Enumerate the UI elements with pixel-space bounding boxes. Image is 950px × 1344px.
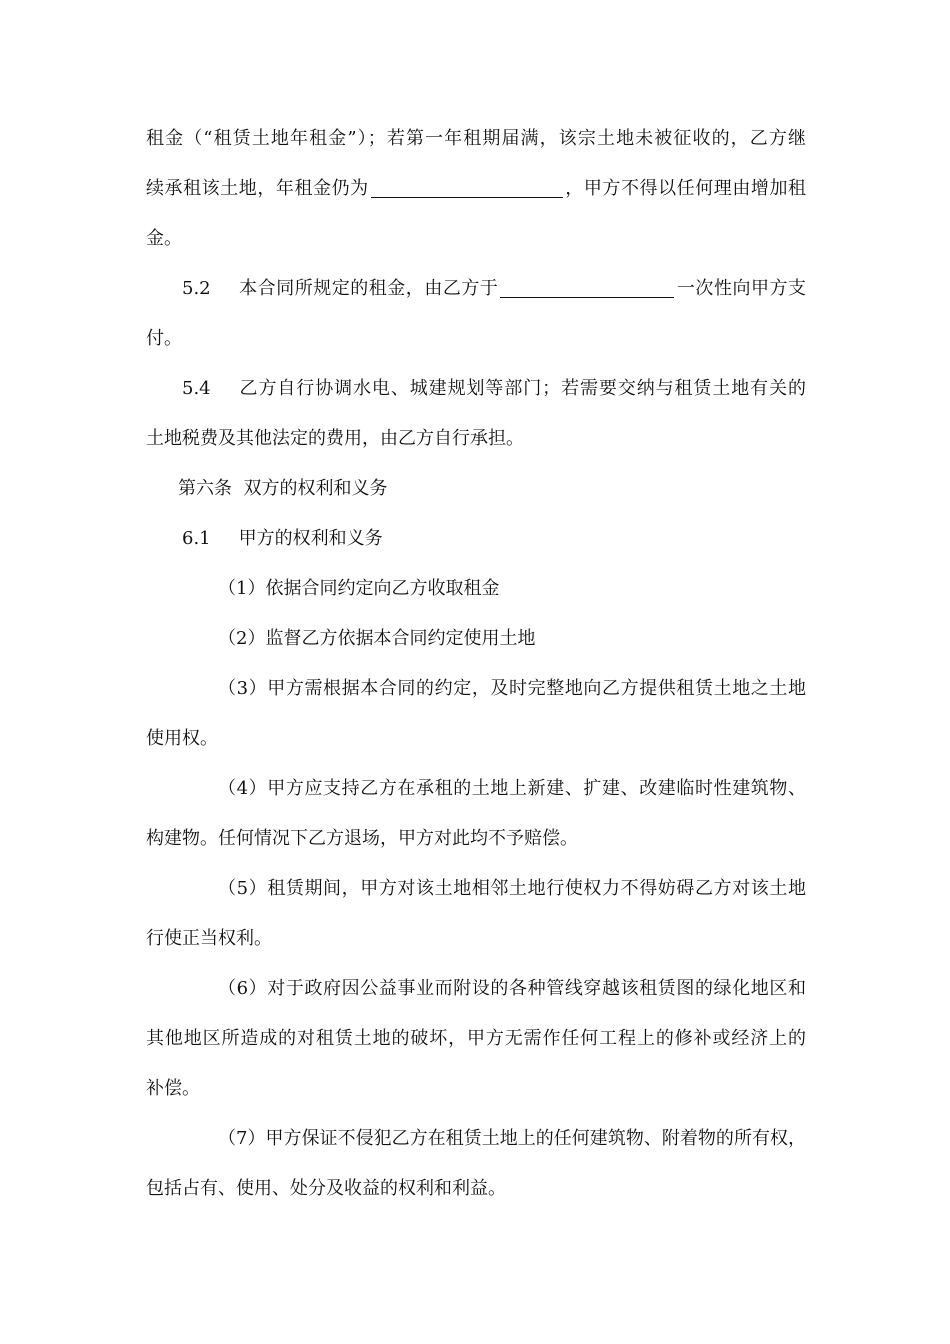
line-text: （1）依据合同约定向乙方收取租金 [218, 578, 500, 599]
paragraph-line [146, 1177, 806, 1201]
list-item [218, 977, 806, 1001]
line-text: 补偿。 [146, 1078, 200, 1099]
clause-5-2 [182, 277, 806, 301]
line-text: 其他地区所造成的对租赁土地的破坏，甲方无需作任何工程上的修补或经济上的 [146, 1028, 806, 1049]
line-text: 本合同所规定的租金，由乙方于 [238, 278, 499, 299]
list-item [218, 777, 806, 801]
paragraph-line [146, 427, 806, 451]
article-heading [178, 477, 802, 501]
paragraph-line [146, 727, 806, 751]
line-text: 甲方的权利和义务 [238, 528, 383, 549]
heading-text: 第六条 双方的权利和义务 [178, 478, 388, 499]
line-text: （3）甲方需根据本合同的约定，及时完整地向乙方提供租赁土地之土地 [218, 678, 806, 699]
clause-6-1 [182, 527, 806, 551]
paragraph-line [146, 177, 806, 201]
list-item [218, 627, 806, 651]
line-text: （5）租赁期间，甲方对该土地相邻土地行使权力不得妨碍乙方对该土地 [218, 878, 806, 899]
clause-number: 6.1 [182, 528, 211, 549]
line-text: 行使正当权利。 [146, 928, 272, 949]
list-item [218, 877, 806, 901]
clause-5-4 [182, 377, 806, 401]
paragraph-line [146, 1077, 806, 1101]
list-item [218, 677, 806, 701]
paragraph-line [146, 927, 806, 951]
annual-rent-blank[interactable] [371, 179, 563, 198]
clause-number: 5.2 [182, 278, 211, 299]
line-text: ，甲方不得以任何理由增加租 [564, 178, 806, 199]
line-text: 付。 [146, 328, 182, 349]
line-text: 构建物。任何情况下乙方退场，甲方对此均不予赔偿。 [146, 828, 578, 849]
payment-date-blank[interactable] [500, 279, 674, 298]
list-item [218, 1127, 806, 1151]
line-text: 租金（“租赁土地年租金”）；若第一年租期届满，该宗土地未被征收的，乙方继 [146, 128, 806, 149]
line-text: （6）对于政府因公益事业而附设的各种管线穿越该租赁图的绿化地区和 [218, 978, 806, 999]
line-text: （4）甲方应支持乙方在承租的土地上新建、扩建、改建临时性建筑物、 [218, 778, 806, 799]
list-item [218, 577, 806, 601]
line-text: 一次性向甲方支 [676, 278, 807, 299]
line-text: 使用权。 [146, 728, 218, 749]
line-text: 金。 [146, 228, 182, 249]
line-text: （2）监督乙方依据本合同约定使用土地 [218, 628, 536, 649]
line-text: 续承租该土地，年租金仍为 [146, 178, 369, 199]
paragraph-line [146, 327, 806, 351]
paragraph-line [146, 1027, 806, 1051]
paragraph-line [146, 827, 806, 851]
paragraph-line [146, 227, 806, 251]
line-text: （7）甲方保证不侵犯乙方在租赁土地上的任何建筑物、附着物的所有权， [218, 1128, 806, 1149]
line-text: 土地税费及其他法定的费用，由乙方自行承担。 [146, 428, 524, 449]
paragraph-line [146, 127, 806, 151]
line-text: 包括占有、使用、处分及收益的权利和利益。 [146, 1178, 506, 1199]
line-text: 乙方自行协调水电、城建规划等部门；若需要交纳与租赁土地有关的 [238, 378, 806, 399]
clause-number: 5.4 [182, 378, 211, 399]
